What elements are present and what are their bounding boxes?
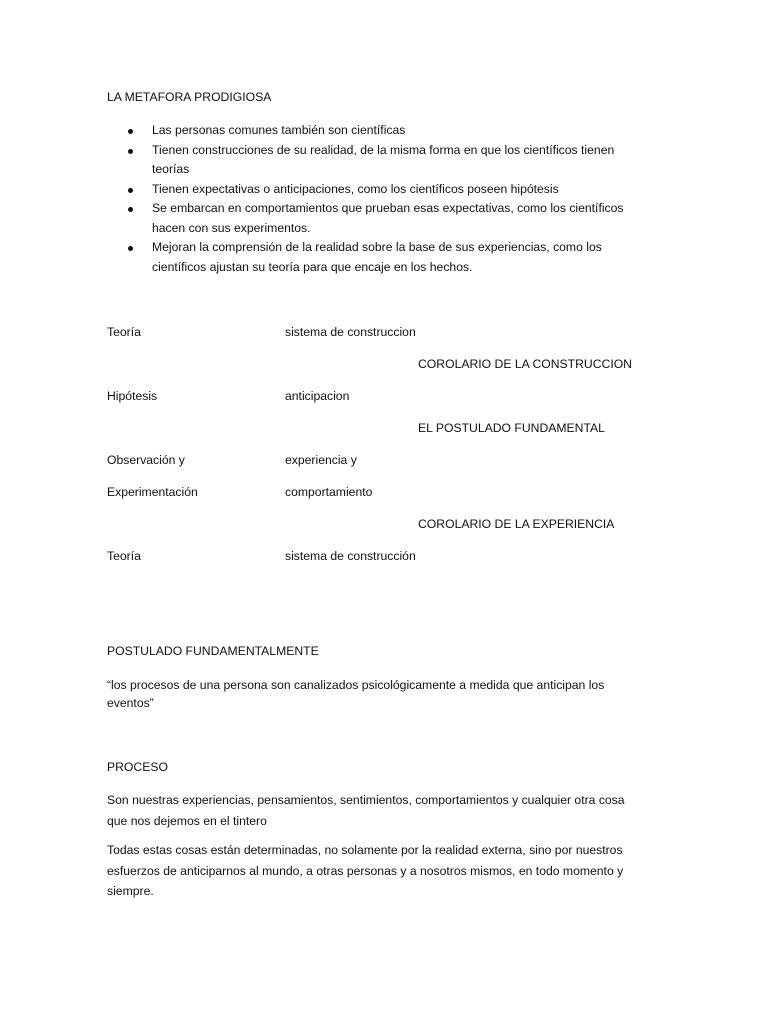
process-paragraph-2 <box>107 840 667 902</box>
bullet-dot-icon <box>128 149 133 154</box>
paragraph-line: Son nuestras experiencias, pensamientos, sentimientos, comportamientos y cualquier otra cosa <box>107 793 625 807</box>
table-corollary-label: COROLARIO DE LA EXPERIENCIA <box>418 517 615 531</box>
table-left-cell: Experimentación <box>107 485 198 499</box>
table-middle-cell: sistema de construcción <box>285 549 416 563</box>
table-middle-cell: sistema de construccion <box>285 325 416 339</box>
section-heading-postulado: POSTULADO FUNDAMENTALMENTE <box>107 644 319 658</box>
paragraph-line: esfuerzos de anticiparnos al mundo, a otras personas y a nosotros mismos, en todo momento y <box>107 863 624 878</box>
bullet-text: teorías <box>152 162 190 176</box>
table-middle-cell: comportamiento <box>285 485 373 499</box>
bullet-text: hacen con sus experimentos. <box>152 220 311 235</box>
table-left-cell: Observación y <box>107 453 185 467</box>
bullet-text: Tienen construcciones de su realidad, de la misma forma en que los científicos tienen <box>152 142 615 157</box>
process-paragraph-1 <box>107 790 667 831</box>
table-middle-cell: experiencia y <box>285 453 357 467</box>
paragraph-line: siempre. <box>107 884 154 898</box>
quote-line: eventos” <box>107 695 154 710</box>
metaphor-bullet-list <box>128 121 648 277</box>
bullet-dot-icon <box>128 129 133 134</box>
bullet-text: Las personas comunes también son científicas <box>152 123 406 137</box>
bullet-text: Se embarcan en comportamientos que prueban esas expectativas, como los científicos <box>152 201 624 215</box>
paragraph-line: Todas estas cosas están determinadas, no solamente por la realidad externa, sino por nuestros <box>107 843 623 857</box>
table-left-cell: Teoría <box>107 325 141 339</box>
bullet-dot-icon <box>128 188 133 193</box>
bullet-text: científicos ajustan su teoría para que encaje en los hechos. <box>152 259 473 274</box>
quote-line: “los procesos de una persona son canalizados psicológicamente a medida que anticipan los <box>107 678 605 692</box>
table-left-cell: Hipótesis <box>107 389 158 403</box>
bullet-dot-icon <box>128 246 133 251</box>
table-left-cell: Teoría <box>107 549 141 563</box>
postulate-quote <box>107 675 667 713</box>
bullet-item <box>128 238 648 277</box>
bullet-text: Mejoran la comprensión de la realidad sobre la base de sus experiencias, como los <box>152 240 602 254</box>
section-heading-proceso: PROCESO <box>107 760 168 774</box>
paragraph-line: que nos dejemos en el tintero <box>107 813 267 828</box>
bullet-item <box>128 141 648 180</box>
bullet-item <box>128 180 648 200</box>
bullet-item <box>128 121 648 141</box>
table-postulate-label: EL POSTULADO FUNDAMENTAL <box>418 421 605 435</box>
table-corollary-label: COROLARIO DE LA CONSTRUCCION <box>418 357 632 371</box>
document-title: LA METAFORA PRODIGIOSA <box>107 90 272 104</box>
bullet-text: Tienen expectativas o anticipaciones, como los científicos poseen hipótesis <box>152 181 559 196</box>
bullet-dot-icon <box>128 207 133 212</box>
table-middle-cell: anticipacion <box>285 389 350 403</box>
bullet-item <box>128 199 648 238</box>
